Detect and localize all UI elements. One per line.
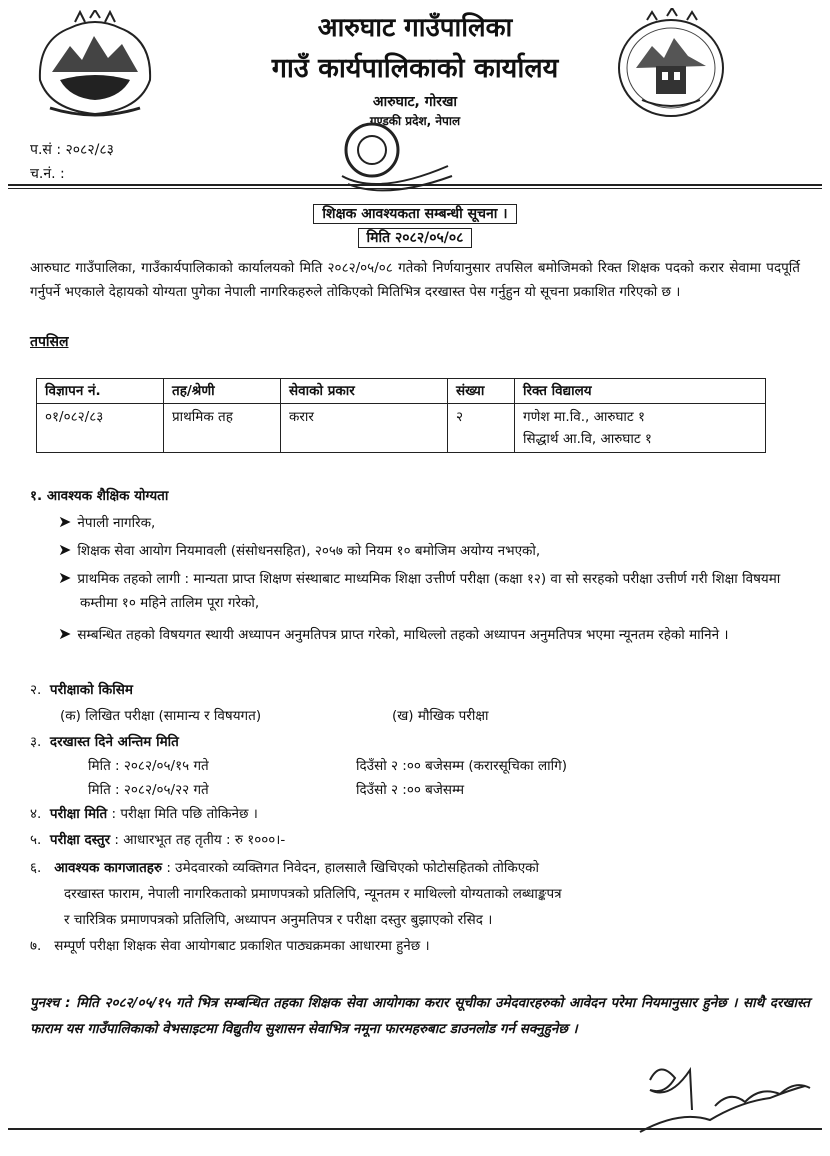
table-header: विज्ञापन नं. [37, 379, 164, 404]
office-title: आरुघाट गाउँपालिका [317, 13, 513, 43]
section-4: ४. परीक्षा मिति : परीक्षा मिति पछि तोकिनेछ । [30, 806, 258, 822]
list-item: ➤ नेपाली नागरिक, [58, 512, 156, 531]
exam-type-b: (ख) मौखिक परीक्षा [392, 708, 489, 724]
deadline-date-1: मिति : २०८२/०५/१५ गते [88, 758, 209, 774]
notice-intro: आरुघाट गाउँपालिका, गाउँकार्यपालिकाको कार्यालयको मिति २०८२/०५/०८ गतेको निर्णयानुसार तपसिल बमोजिमको रिक्त शिक्षक पदको करार सेवामा पदपूर्ति गर्नुपर्ने भएकाले देहायको योग्यता पुगेका नेपाली नागरिकहरुले तोकिएको मितिभित्र दरखास्त पेस गर्नुहुन यो सूचना प्रकाशित गरिएको छ । [30, 260, 800, 300]
tapsil-heading: तपसिल [30, 334, 69, 350]
section-7: ७. सम्पूर्ण परीक्षा शिक्षक सेवा आयोगबाट प्रकाशित पाठ्यक्रमका आधारमा हुनेछ । [30, 938, 430, 954]
exam-type-a: (क) लिखित परीक्षा (सामान्य र विषयगत) [60, 708, 262, 724]
deadline-time-2: दिउँसो २ :०० बजेसम्म [356, 782, 465, 798]
school-name: सिद्धार्थ आ.वि, आरुघाट १ [523, 431, 652, 447]
cell-level: प्राथमिक तह [164, 404, 281, 453]
table-header: सेवाको प्रकार [281, 379, 448, 404]
arrow-icon: ➤ [58, 568, 72, 587]
section-3-title: ३. दरखास्त दिने अन्तिम मिति [30, 734, 179, 750]
list-item: ➤ सम्बन्धित तहको विषयगत स्थायी अध्यापन अनुमतिपत्र प्राप्त गरेको, माथिल्लो तहको अध्यापन अनुमतिपत्र भएमा न्यूनतम रहेको मानिने । [58, 624, 729, 643]
list-item: ➤ शिक्षक सेवा आयोग नियमावली (संसोधनसहित), २०५७ को नियम १० बमोजिम अयोग्य नभएको, [58, 540, 541, 559]
cell-count: २ [448, 404, 515, 453]
header-divider [8, 184, 822, 189]
deadline-date-2: मिति : २०८२/०५/२२ गते [88, 782, 209, 798]
table-header: संख्या [448, 379, 515, 404]
table-header: तह/श्रेणी [164, 379, 281, 404]
school-name: गणेश मा.वि., आरुघाट १ [523, 409, 646, 425]
table-row [37, 404, 766, 453]
postscript: पुनश्च : मिति २०८२/०५/१५ गते भित्र सम्बन्धित तहका शिक्षक सेवा आयोगका करार सूचीका उमेदवारहरुको आवेदन परेमा नियमानुसार हुनेछ । साथै दरखास्त फाराम यस गाउँपालिकाको वेभसाइटमा विद्युतीय सुशासन सेवाभित्र नमूना फारमहरुबाट डाउनलोड गर्न सक्नुहुनेछ । [30, 995, 810, 1037]
section-1-title: १. आवश्यक शैक्षिक योग्यता [30, 488, 169, 504]
notice-date: मिति २०८२/०५/०८ [0, 228, 830, 247]
section-6: ६. आवश्यक कागजातहरु : उमेदवारको व्यक्तिगत निवेदन, हालसालै खिचिएको फोटोसहितको तोकिएको [30, 860, 540, 876]
cell-schools [515, 404, 766, 453]
reference-number: प.सं : २०८२/८३ [30, 142, 114, 158]
table-header-row [37, 379, 766, 404]
office-province: गण्डकी प्रदेश, नेपाल [369, 114, 461, 128]
arrow-icon: ➤ [58, 540, 72, 559]
office-subtitle: गाउँ कार्यपालिकाको कार्यालय [271, 53, 559, 84]
table-header: रिक्त विद्यालय [515, 379, 766, 404]
office-address: आरुघाट, गोरखा [372, 94, 458, 110]
deadline-time-1: दिउँसो २ :०० बजेसम्म (करारसूचिका लागि) [356, 758, 567, 774]
section-6-line2: दरखास्त फाराम, नेपाली नागरिकताको प्रमाणपत्रको प्रतिलिपि, न्यूनतम र माथिल्लो योग्यताको लब्धाङ्कपत्र [64, 886, 562, 902]
section-2-title: २. परीक्षाको किसिम [30, 682, 133, 698]
signature-icon [620, 1050, 820, 1140]
vacancy-table [36, 378, 766, 453]
footer-divider [8, 1128, 822, 1130]
dispatch-number: च.नं. : [30, 166, 65, 182]
cell-type: करार [281, 404, 448, 453]
cell-adv-no: ०१/०८२/८३ [37, 404, 164, 453]
list-item: ➤ प्राथमिक तहको लागी : मान्यता प्राप्त शिक्षण संस्थाबाट माध्यमिक शिक्षा उत्तीर्ण परीक्षा (कक्षा १२) वा सो सरहको परीक्षा उत्तीर्ण गरी शिक्षा विषयमा कम्तीमा १० महिने तालिम पूरा गरेको, [58, 568, 781, 611]
section-5: ५. परीक्षा दस्तुर : आधारभूत तह तृतीय : रु १०००।- [30, 832, 286, 848]
section-6-line3: र चारित्रिक प्रमाणपत्रको प्रतिलिपि, अध्यापन अनुमतिपत्र र परीक्षा दस्तुर बुझाएको रसिद । [64, 912, 493, 928]
notice-subject: शिक्षक आवश्यकता सम्बन्धी सूचना । [0, 204, 830, 223]
arrow-icon: ➤ [58, 512, 72, 531]
arrow-icon: ➤ [58, 624, 72, 643]
